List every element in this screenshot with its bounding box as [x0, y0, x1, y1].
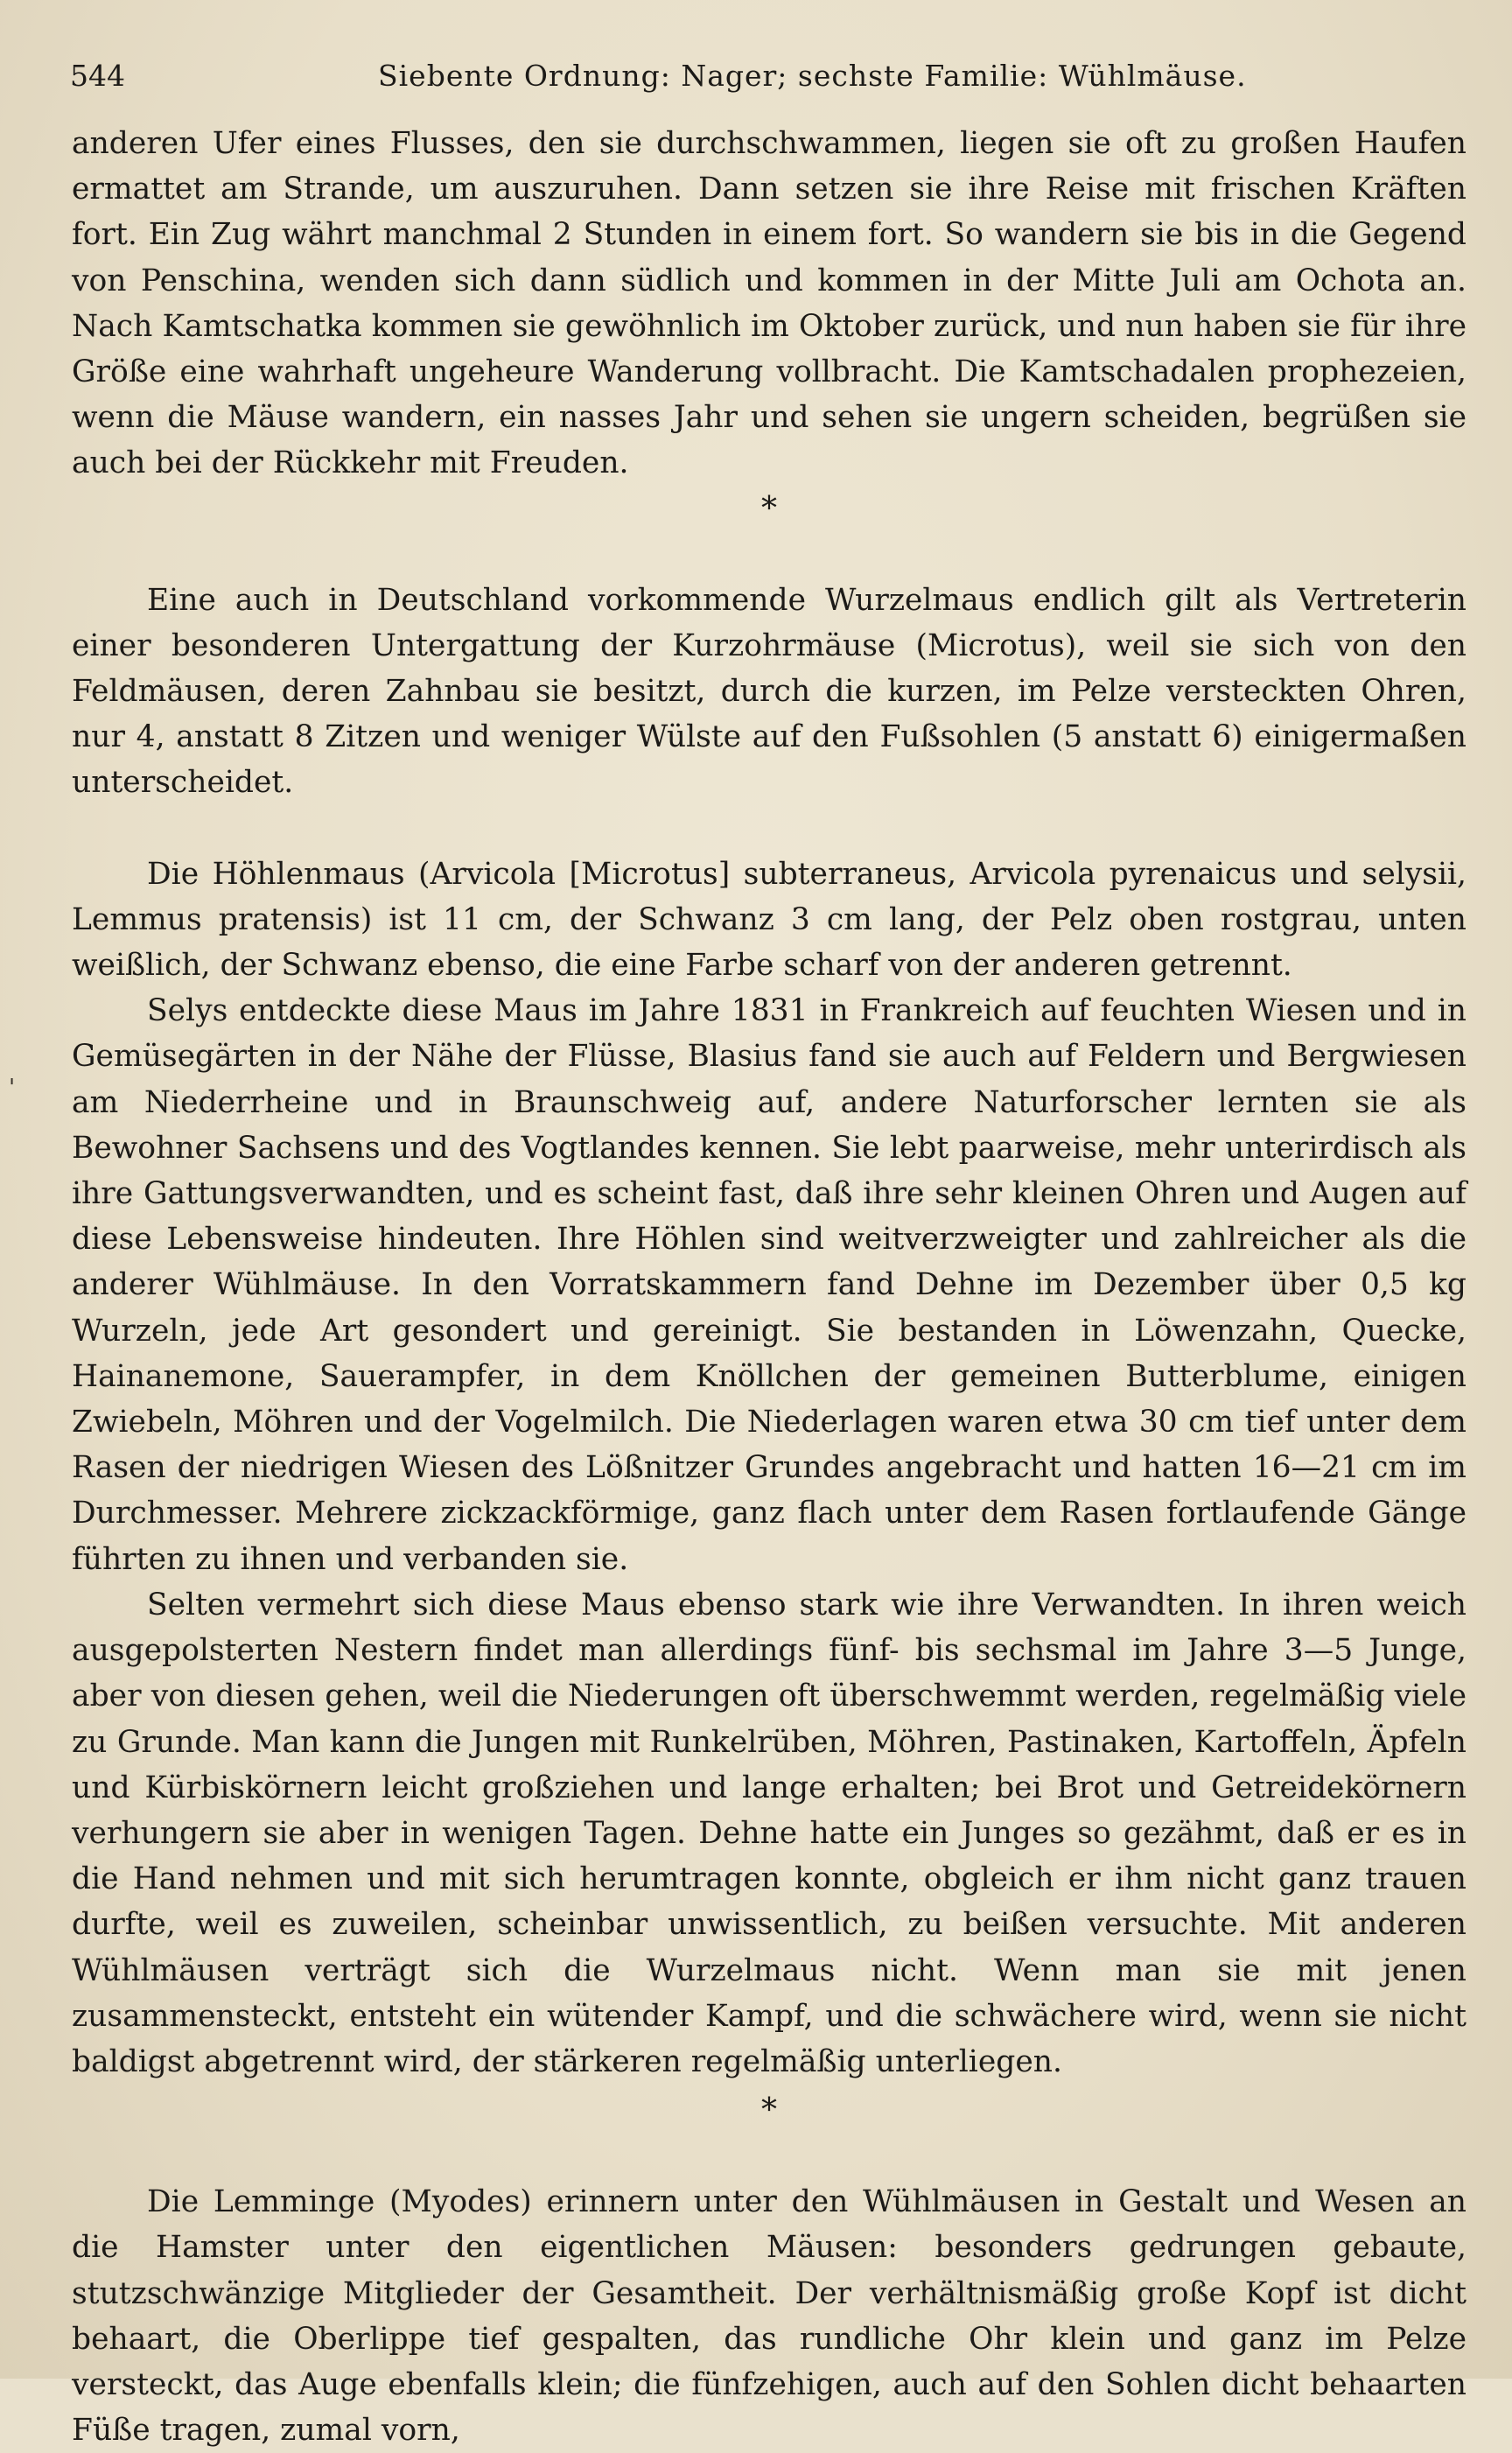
paragraph-hoehlenmaus-breeding: Selten vermehrt sich diese Maus ebenso stark wie ihre Verwandten. In ihren weich ausgepolsterten Nestern findet man allerdings fünf- bis sechsmal im Jahre 3—5 Junge, aber von diesen gehen, weil die Niederungen oft überschwemmt werden, regelmäßig viele zu Grunde. Man kann die Jungen mit Runkelrüben, Möhren, Pastinaken, Kartoffeln, Äpfeln und Kürbiskörnern leicht großziehen und lange erhalten; bei Brot und Getreidekörnern verhungern sie aber in wenigen Tagen. Dehne hatte ein Junges so gezähmt, daß er es in die Hand nehmen und mit sich herumtragen konnte, obgleich er ihm nicht ganz trauen durfte, weil es zuweilen, scheinbar unwissentlich, zu beißen versuchte. Mit anderen Wühlmäusen verträgt sich die Wurzelmaus nicht. Wenn man sie mit jenen zusammensteckt, entsteht ein wütender Kampf, und die schwächere wird, wenn sie nicht baldigst abgetrennt wird, der stärkeren regelmäßig unterliegen.: [72, 1587, 1466, 2079]
running-head: Siebente Ordnung: Nager; sechste Familie: Wühlmäuse.: [378, 59, 1247, 93]
paragraph-hoehlenmaus-habitat: Selys entdeckte diese Maus im Jahre 1831 in Frankreich auf feuchten Wiesen und in Gemüsegärten in der Nähe der Flüsse, Blasius fand sie auch auf Feldern und Bergwiesen am Niederrheine und in Braunschweig auf, andere Naturforscher lernten sie als Bewohner Sachsens und des Vogtlandes kennen. Sie lebt paarweise, mehr unterirdisch als ihre Gattungsverwandten, und es scheint fast, daß ihre sehr kleinen Ohren und Augen auf diese Lebensweise hindeuten. Ihre Höhlen sind weitverzweigter und zahlreicher als die anderer Wühlmäuse. In den Vorratskammern fand Dehne im Dezember über 0,5 kg Wurzeln, jede Art gesondert und gereinigt. Sie bestanden in Löwenzahn, Quecke, Hainanemone, Sauerampfer, in dem Knöllchen der gemeinen Butterblume, einigen Zwiebeln, Möhren und der Vogelmilch. Die Niederlagen waren etwa 30 cm tief unter dem Rasen der niedrigen Wiesen des Lößnitzer Grundes angebracht und hatten 16—21 cm im Durchmesser. Mehrere zickzackförmige, ganz flach unter dem Rasen fortlaufende Gänge führten zu ihnen und verbanden sie.: [72, 993, 1466, 1577]
section-separator: *: [761, 490, 777, 527]
page-number: 544: [70, 59, 125, 93]
section-separator: *: [761, 2092, 777, 2129]
paragraph-lemminge-intro: Die Lemminge (Myodes) erinnern unter den Wühlmäusen in Gestalt und Wesen an die Hamster unter den eigentlichen Mäusen: besonders gedrungen gebaute, stutzschwänzige Mitglieder der Gesamtheit. Der verhältnismäßig große Kopf ist dicht behaart, die Oberlippe tief gespalten, das rundliche Ohr klein und ganz im Pelze versteckt, das Auge ebenfalls klein; die fünfzehigen, auch auf den Sohlen dicht behaarten Füße tragen, zumal vorn,: [72, 2184, 1466, 2449]
paragraph-hoehlenmaus-description: Die Höhlenmaus (Arvicola [Microtus] subterraneus, Arvicola pyrenaicus und selysii, Lemmus pratensis) ist 11 cm, der Schwanz 3 cm lang, der Pelz oben rostgrau, unten weißlich, der Schwanz ebenso, die eine Farbe scharf von der anderen getrennt.: [72, 856, 1466, 984]
margin-mark: ': [9, 1075, 16, 1101]
page-header: [70, 54, 1470, 98]
body-text: [72, 121, 1466, 2453]
paragraph-continuation: anderen Ufer eines Flusses, den sie durchschwammen, liegen sie oft zu großen Haufen ermattet am Strande, um auszuruhen. Dann setzen sie ihre Reise mit frischen Kräften fort. Ein Zug währt manchmal 2 Stunden in einem fort. So wandern sie bis in die Gegend von Penschina, wenden sich dann südlich und kommen in der Mitte Juli am Ochota an. Nach Kamtschatka kommen sie gewöhnlich im Oktober zurück, und nun haben sie für ihre Größe eine wahrhaft ungeheure Wanderung vollbracht. Die Kamtschadalen prophezeien, wenn die Mäuse wandern, ein nasses Jahr und sehen sie ungern scheiden, begrüßen sie auch bei der Rückkehr mit Freuden.: [72, 126, 1466, 481]
paragraph-wurzelmaus-intro: Eine auch in Deutschland vorkommende Wurzelmaus endlich gilt als Vertreterin einer besonderen Untergattung der Kurzohrmäuse (Microtus), weil sie sich von den Feldmäusen, deren Zahnbau sie besitzt, durch die kurzen, im Pelze versteckten Ohren, nur 4, anstatt 8 Zitzen und weniger Wülste auf den Fußsohlen (5 anstatt 6) einigermaßen unterscheidet.: [72, 582, 1466, 801]
